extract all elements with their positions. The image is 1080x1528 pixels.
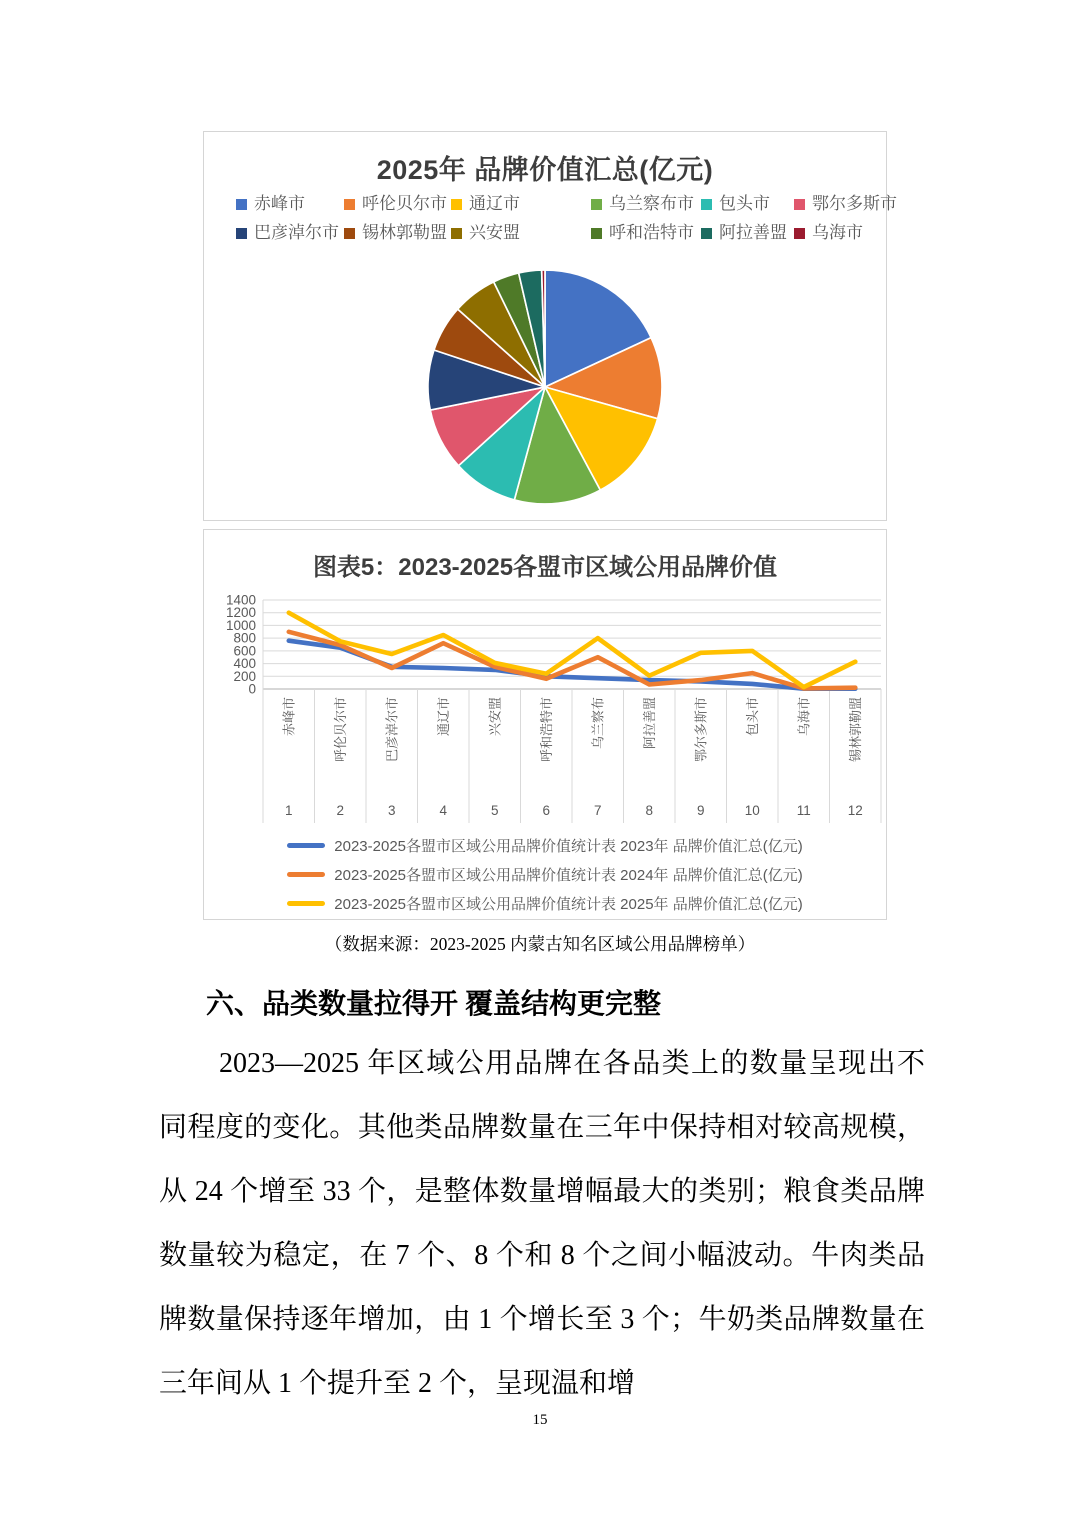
legend-label: 乌兰察布市 bbox=[609, 194, 694, 213]
y-axis-tick: 0 bbox=[248, 681, 256, 697]
x-axis-category-label: 呼伦贝尔市 bbox=[332, 697, 348, 763]
legend-swatch-icon bbox=[794, 199, 805, 210]
legend-label: 赤峰市 bbox=[254, 194, 305, 213]
x-axis-index-label: 6 bbox=[542, 803, 551, 818]
x-axis-index-label: 2 bbox=[336, 803, 345, 818]
line-chart-title: 图表5：2023-2025各盟市区域公用品牌价值 bbox=[312, 554, 778, 581]
legend-label: 呼伦贝尔市 bbox=[362, 194, 447, 213]
line-chart bbox=[204, 590, 887, 830]
x-axis-category-label: 通辽市 bbox=[435, 697, 451, 737]
pie-legend-item bbox=[794, 223, 897, 243]
pie-legend-item bbox=[794, 194, 897, 214]
legend-label: 2023-2025各盟市区域公用品牌价值统计表 2024年 品牌价值汇总(亿元) bbox=[334, 867, 803, 884]
x-axis-index-label: 9 bbox=[696, 803, 705, 818]
x-axis-category-label: 兴安盟 bbox=[487, 697, 503, 737]
x-axis-category-label: 包头市 bbox=[744, 697, 760, 737]
legend-label: 兴安盟 bbox=[469, 223, 520, 242]
pie-legend-item bbox=[701, 223, 794, 243]
page-number: 15 bbox=[532, 1412, 548, 1428]
y-axis-tick: 600 bbox=[233, 643, 256, 659]
legend-label: 呼和浩特市 bbox=[609, 223, 694, 242]
legend-label: 巴彦淖尔市 bbox=[254, 223, 339, 242]
x-axis-index-label: 12 bbox=[847, 803, 863, 818]
legend-label: 鄂尔多斯市 bbox=[812, 194, 897, 213]
line-chart-legend bbox=[204, 835, 886, 914]
legend-swatch-icon bbox=[236, 228, 247, 239]
pie-chart bbox=[426, 268, 664, 506]
y-axis-tick: 200 bbox=[233, 668, 256, 684]
legend-label: 2023-2025各盟市区域公用品牌价值统计表 2025年 品牌价值汇总(亿元) bbox=[334, 896, 803, 913]
line-legend-item bbox=[287, 864, 802, 885]
x-axis-index-label: 8 bbox=[645, 803, 654, 818]
x-axis-category-label: 阿拉善盟 bbox=[641, 697, 657, 750]
x-axis-category-label: 赤峰市 bbox=[281, 697, 297, 737]
legend-label: 锡林郭勒盟 bbox=[362, 223, 447, 242]
legend-label: 包头市 bbox=[719, 194, 770, 213]
body-paragraph: 2023—2025 年区域公用品牌在各品类上的数量呈现出不同程度的变化。其他类品牌数量在三年中保持相对较高规模，从 24 个增至 33 个，是整体数量增幅最大的类别；粮食类品牌数量较为稳定，在 7 个、8 个和 8 个之间小幅波动。牛肉类品牌数量保持逐年增加，由 1 个增长至 3 个；牛奶类品牌数量在三年间从 1 个提升至 2 个，呈现温和增 bbox=[159, 1048, 925, 1399]
x-axis-index-label: 3 bbox=[387, 803, 396, 818]
series-line bbox=[289, 632, 856, 689]
x-axis-index-label: 11 bbox=[796, 803, 811, 818]
x-axis-category-label: 呼和浩特市 bbox=[538, 697, 554, 763]
legend-label: 阿拉善盟 bbox=[719, 223, 787, 242]
x-axis-index-label: 1 bbox=[284, 803, 293, 818]
pie-legend-item bbox=[591, 223, 701, 243]
y-axis-tick: 1200 bbox=[225, 605, 256, 621]
line-chart-panel bbox=[203, 529, 887, 920]
pie-legend-item bbox=[451, 194, 591, 214]
pie-chart-legend bbox=[236, 194, 897, 243]
legend-swatch-icon bbox=[701, 228, 712, 239]
y-axis-tick: 400 bbox=[233, 656, 256, 672]
legend-swatch-icon bbox=[591, 228, 602, 239]
line-legend-item bbox=[287, 835, 802, 856]
x-axis-index-label: 5 bbox=[490, 803, 499, 818]
x-axis-category-label: 锡林郭勒盟 bbox=[847, 697, 863, 763]
x-axis-category-label: 鄂尔多斯市 bbox=[693, 697, 709, 763]
y-axis-tick: 800 bbox=[233, 630, 256, 646]
legend-label: 2023-2025各盟市区域公用品牌价值统计表 2023年 品牌价值汇总(亿元) bbox=[334, 838, 803, 855]
legend-line-swatch-icon bbox=[287, 843, 325, 848]
x-axis-category-label: 乌海市 bbox=[796, 697, 812, 737]
line-legend-item bbox=[287, 893, 802, 914]
legend-swatch-icon bbox=[451, 199, 462, 210]
pie-chart-panel bbox=[203, 131, 897, 521]
y-axis-tick: 1400 bbox=[225, 592, 256, 608]
pie-legend-item bbox=[344, 194, 451, 214]
legend-label: 乌海市 bbox=[812, 223, 863, 242]
legend-swatch-icon bbox=[794, 228, 805, 239]
pie-legend-item bbox=[236, 223, 344, 243]
legend-swatch-icon bbox=[591, 199, 602, 210]
pie-legend-item bbox=[701, 194, 794, 214]
x-axis-index-label: 7 bbox=[593, 803, 602, 818]
x-axis-index-label: 4 bbox=[439, 803, 448, 818]
section-heading: 六、品类数量拉得开 覆盖结构更完整 bbox=[206, 989, 662, 1020]
legend-line-swatch-icon bbox=[287, 901, 325, 906]
pie-legend-item bbox=[236, 194, 344, 214]
x-axis-category-label: 巴彦淖尔市 bbox=[384, 697, 400, 763]
x-axis-category-label: 乌兰察布 bbox=[590, 697, 606, 750]
legend-swatch-icon bbox=[451, 228, 462, 239]
pie-chart-title: 2025年 品牌价值汇总(亿元) bbox=[376, 155, 714, 185]
pie-legend-item bbox=[591, 194, 701, 214]
legend-line-swatch-icon bbox=[287, 872, 325, 877]
legend-label: 通辽市 bbox=[469, 194, 520, 213]
x-axis-index-label: 10 bbox=[744, 803, 760, 818]
legend-swatch-icon bbox=[344, 199, 355, 210]
pie-legend-item bbox=[344, 223, 451, 243]
legend-swatch-icon bbox=[236, 199, 247, 210]
y-axis-tick: 1000 bbox=[225, 617, 256, 633]
legend-swatch-icon bbox=[701, 199, 712, 210]
legend-swatch-icon bbox=[344, 228, 355, 239]
pie-legend-item bbox=[451, 223, 591, 243]
data-source-note: （数据来源：2023-2025 内蒙古知名区域公用品牌榜单） bbox=[324, 934, 756, 954]
